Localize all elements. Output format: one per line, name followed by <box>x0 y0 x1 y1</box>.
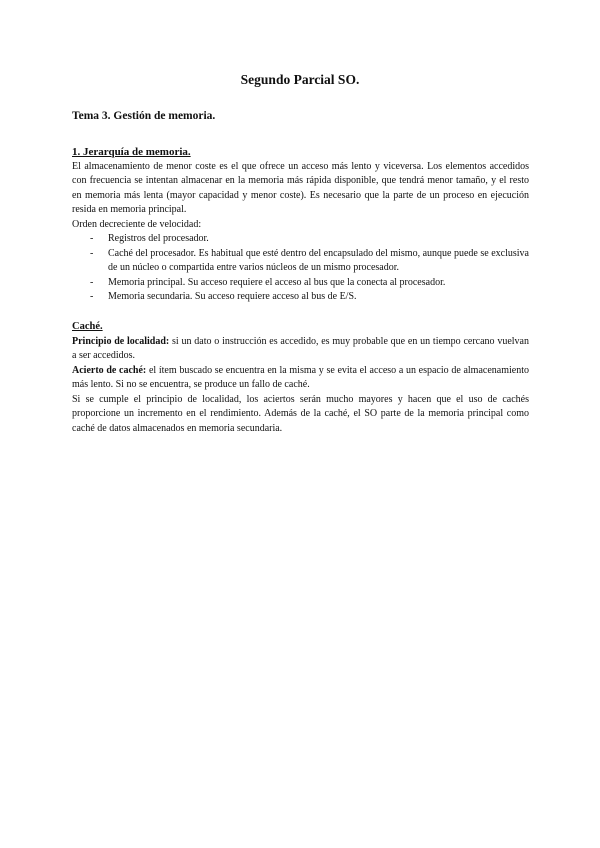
paragraph: El almacenamiento de menor coste es el que ofrece un acceso más lento y viceversa. Los elementos accedidos con frecuencia se intentan almacenar en la memoria más rápida disponible, que tendrá menor tamaño, y el resto en memoria más lenta (mayor capacidad y menor coste). Es necesario que la parte de un proceso en ejecución resida en memoria principal. <box>72 160 529 215</box>
term-cache-hit: Acierto de caché: <box>72 364 147 376</box>
section-heading: Caché. <box>72 321 103 332</box>
section-heading: 1. Jerarquía de memoria. <box>72 146 191 158</box>
list-item: - Memoria principal. Su acceso requiere el acceso al bus que la conecta al procesador. <box>108 276 529 291</box>
speed-order-list <box>72 232 529 305</box>
section-cache <box>72 320 529 436</box>
section-memory-hierarchy <box>72 145 529 305</box>
paragraph-closing: Si se cumple el principio de localidad, los aciertos serán mucho mayores y hacen que el uso de cachés proporcione un incremento en el rendimiento. Además de la caché, el SO parte de la memoria principal como caché de datos almacenados en memoria secundaria. <box>72 393 529 434</box>
cache-hit-text: el ítem buscado se encuentra en la misma y se evita el acceso a un espacio de almacenamiento más lento. Si no se encuentra, se produce un fallo de caché. <box>72 364 529 390</box>
list-item: - Registros del procesador. <box>108 232 529 247</box>
term-locality: Principio de localidad: <box>72 335 170 347</box>
topic-heading: Tema 3. Gestión de memoria. <box>72 110 216 122</box>
locality-text: si un dato o instrucción es accedido, es muy probable que en un tiempo cercano vuelvan a ser accedidos. <box>72 335 529 361</box>
list-item: - Caché del procesador. Es habitual que esté dentro del encapsulado del mismo, aunque puede se exclusiva de un núcleo o compartida entre varios núcleos de un mismo procesador. <box>108 247 529 276</box>
document-title: Segundo Parcial SO. <box>240 72 360 87</box>
order-label: Orden decreciente de velocidad: <box>72 218 202 230</box>
list-item: - Memoria secundaria. Su acceso requiere acceso al bus de E/S. <box>108 290 529 305</box>
paragraph-cache-hit <box>72 364 529 393</box>
paragraph-locality <box>72 335 529 364</box>
